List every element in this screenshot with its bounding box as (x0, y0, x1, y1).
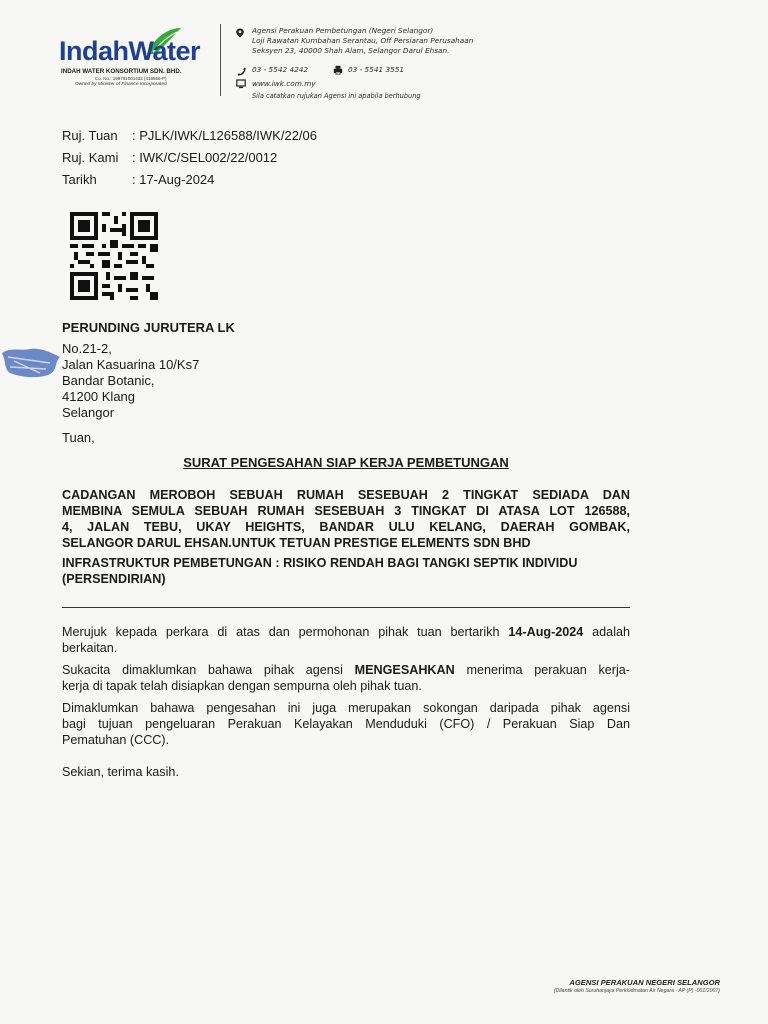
ref-label-date: Tarikh (62, 172, 97, 187)
para2-text: Sukacita dimaklumkan bahawa pihak agensi (62, 663, 355, 677)
para1-text: Merujuk kepada perkara di atas dan permohonan pihak tuan bertarikh (62, 625, 509, 639)
letter-subject: SURAT PENGESAHAN SIAP KERJA PEMBETUNGAN (183, 455, 509, 470)
application-date: 14-Aug-2024 (508, 625, 584, 639)
project-line: 4, JALAN TEBU, UKAY HEIGHTS, BANDAR ULU KELANG, DAERAH GOMBAK, (62, 520, 630, 534)
paragraph-reference-line2: berkaitan. (62, 641, 118, 655)
recipient-name: PERUNDING JURUTERA LK (62, 320, 235, 335)
paragraph-notice-line: bagi tujuan pengeluaran Perakuan Kelayakan Menduduki (CFO) / Perakuan Siap Dan (62, 717, 630, 731)
footer-agency-subtitle: (Dilantik oleh Suruhanjaya Perkhidmatan Air Negara - AP (P) -001/2007) (553, 988, 720, 994)
paragraph-approval (62, 662, 630, 678)
para2-text-end: menerima perakuan kerja- (454, 663, 630, 677)
recipient-address-line: Bandar Botanic, (62, 373, 155, 388)
closing-line: Sekian, terima kasih. (62, 765, 179, 779)
para1-text-end: adalah (583, 625, 630, 639)
ref-value-date: : 17-Aug-2024 (132, 172, 215, 187)
project-line: CADANGAN MEROBOH SEBUAH RUMAH SESEBUAH 2 TINGKAT SEDIADA DAN (62, 488, 630, 502)
fax-number: 03 - 5541 3551 (348, 65, 405, 74)
project-line: MEMBINA SEMULA SEBUAH RUMAH SESEBUAH 3 TINGKAT DI ATASA LOT 126588, (62, 504, 630, 518)
phone-icon (236, 66, 246, 76)
recipient-address-line: Jalan Kasuarina 10/Ks7 (62, 357, 200, 372)
company-logo (55, 22, 215, 94)
phone-number: 03 - 5542 4242 (252, 65, 309, 74)
company-name: INDAH WATER KONSORTIUM SDN. BHD. (61, 68, 182, 75)
paragraph-notice-line: Pematuhan (CCC). (62, 733, 170, 747)
salutation: Tuan, (62, 430, 95, 445)
website-link[interactable]: www.iwk.com.my (252, 79, 316, 88)
location-pin-icon (235, 28, 245, 38)
approval-emphasis: MENGESAHKAN (354, 663, 455, 677)
web-icon (236, 79, 246, 89)
reference-note: Sila catatkan rujukan Agensi ini apabila berhubung (252, 92, 421, 100)
paragraph-notice-line: Dimaklumkan bahawa pengesahan ini juga merupakan sokongan daripada pihak agensi (62, 701, 630, 715)
project-line: SELANGOR DARUL EHSAN.UNTUK TETUAN PRESTIGE ELEMENTS SDN BHD (62, 536, 531, 550)
company-reg-no: Co. No.: 199701001432 (419566-P) (95, 76, 167, 81)
infrastructure-line: (PERSENDIRIAN) (62, 572, 166, 586)
ref-value-kami: : IWK/C/SEL002/22/0012 (132, 150, 278, 165)
paragraph-approval-line2: kerja di tapak telah disiapkan dengan sempurna oleh pihak tuan. (62, 679, 422, 693)
ref-label-tuan: Ruj. Tuan (62, 128, 118, 143)
recipient-address-line: 41200 Klang (62, 389, 136, 404)
address-line-2: Loji Rawatan Kumbahan Serantau, Off Persiaran Perusahaan (252, 36, 474, 45)
letterhead-divider (220, 24, 221, 96)
logo-w-glyph: W (128, 36, 153, 66)
qr-code (70, 212, 158, 300)
footer-agency-title: AGENSI PERAKUAN NEGERI SELANGOR (569, 978, 720, 987)
paragraph-reference (62, 624, 630, 640)
ref-label-kami: Ruj. Kami (62, 150, 119, 165)
fax-icon (333, 65, 343, 75)
address-line-1: Agensi Perakuan Pembetungan (Negeri Selangor) (252, 26, 434, 35)
address-line-3: Seksyen 23, 40000 Shah Alam, Selangor Darul Ehsan. (252, 46, 450, 55)
owned-by-note: Owned by Minister of Finance Incorporated (75, 82, 167, 87)
ink-stamp-mark (0, 343, 64, 383)
section-divider (62, 607, 630, 608)
recipient-address-line: Selangor (62, 405, 115, 420)
recipient-address-line: No.21-2, (62, 341, 112, 356)
infrastructure-line: INFRASTRUKTUR PEMBETUNGAN : RISIKO RENDAH BAGI TANGKI SEPTIK INDIVIDU (62, 556, 578, 570)
ref-value-tuan: : PJLK/IWK/L126588/IWK/22/06 (132, 128, 317, 143)
logo-wordmark: IndahWater (59, 36, 201, 66)
